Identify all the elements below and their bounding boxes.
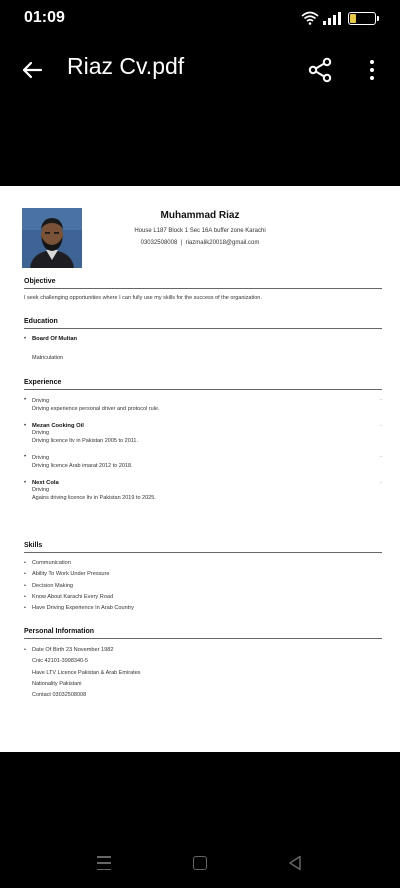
experience-line: Driving experience personal driver and protocol rule. [32, 406, 160, 413]
home-button[interactable] [193, 856, 207, 870]
skill-item: • Communication [24, 558, 382, 569]
profile-photo [22, 208, 82, 268]
cv-email: riazmalik20018@gmail.com [185, 240, 260, 246]
arrow-left-icon [21, 59, 43, 81]
personal-info-line: Contact 03032508008 [32, 692, 87, 699]
nav-back-icon [288, 855, 302, 871]
section-title: Experience [24, 379, 382, 390]
dash-marker: - [380, 397, 382, 403]
back-button[interactable] [18, 56, 46, 84]
system-nav-bar [0, 840, 400, 888]
experience-title: • Next Cola [32, 479, 59, 486]
battery-icon [348, 12, 376, 25]
skill-item: • Ability To Work Under Pressure [24, 569, 382, 580]
personal-info-line: Have LTV Licence Pakistan & Arab Emirates [32, 669, 141, 676]
education-item [24, 336, 382, 342]
more-options-button[interactable] [362, 56, 382, 84]
personal-info-list [24, 645, 382, 701]
education-degree: Matriculation [32, 355, 64, 361]
personal-info-line: Cnic 42101-3998340-5 [32, 658, 88, 665]
experience-item [24, 454, 382, 471]
share-button[interactable] [306, 56, 334, 84]
status-bar [0, 0, 400, 36]
app-bar [0, 44, 400, 94]
personal-info-line: Nationality Pakistani [32, 680, 82, 687]
skill-item: • Decision Making [24, 581, 382, 592]
cv-contact [100, 240, 300, 246]
experience-title: • Driving [32, 455, 50, 461]
section-title: Skills [24, 542, 382, 553]
status-time: 01:09 [24, 9, 65, 26]
contact-separator: | [180, 240, 183, 246]
experience-section [24, 379, 382, 502]
signal-icon [323, 12, 341, 25]
status-icons [301, 11, 376, 25]
share-icon [306, 56, 334, 84]
recent-apps-icon [97, 856, 111, 858]
recent-apps-button[interactable] [97, 856, 111, 870]
dash-marker: - [380, 454, 382, 460]
experience-line: Driving licence ltv in Pakistan 2005 to 2011. [32, 437, 138, 444]
experience-line: Agains driving licence ltv in Pakistan 2019 to 2025. [32, 494, 156, 501]
experience-item [24, 397, 382, 414]
nav-back-button[interactable] [288, 855, 302, 871]
document-title: Riaz Cv.pdf [67, 53, 185, 79]
cv-phone: 03032508008 [140, 240, 178, 246]
battery-level: 20 [356, 13, 367, 23]
skills-list [24, 558, 382, 614]
pdf-page[interactable] [0, 186, 400, 752]
skill-item: • Know About Karachi Every Road [24, 592, 382, 603]
personal-info-item: • Date Of Birth 23 November 1982 [24, 645, 382, 656]
objective-section [24, 278, 382, 302]
skill-item: • Have Driving Experience In Arab Country [24, 603, 382, 614]
cv-address: House L187 Block 1 Sec 16A buffer zone Karachi [134, 228, 266, 234]
dash-marker: - [380, 422, 382, 429]
wifi-icon [301, 11, 319, 25]
experience-line: Driving [32, 486, 50, 493]
cv-header [100, 210, 300, 246]
section-title: Objective [24, 278, 382, 289]
section-title: Education [24, 318, 382, 329]
experience-line: Driving [32, 429, 50, 436]
cv-name: Muhammad Riaz [160, 210, 240, 221]
personal-info-section [24, 628, 382, 701]
skills-section [24, 542, 382, 614]
section-title: Personal Information [24, 628, 382, 639]
dash-marker: - [380, 479, 382, 486]
experience-item [24, 423, 382, 446]
education-section [24, 318, 382, 362]
experience-line: Driving licence Arab imarat 2012 to 2018. [32, 463, 133, 470]
experience-item [24, 480, 382, 503]
experience-title: • Driving [32, 398, 50, 404]
objective-text: I seek challenging opportunities where I can fully use my skills for the success of the organization. [24, 295, 262, 301]
experience-title: • Mezan Cooking Oil [32, 422, 84, 429]
more-vert-icon [370, 60, 374, 64]
education-institution: • Board Of Multan [32, 336, 78, 342]
